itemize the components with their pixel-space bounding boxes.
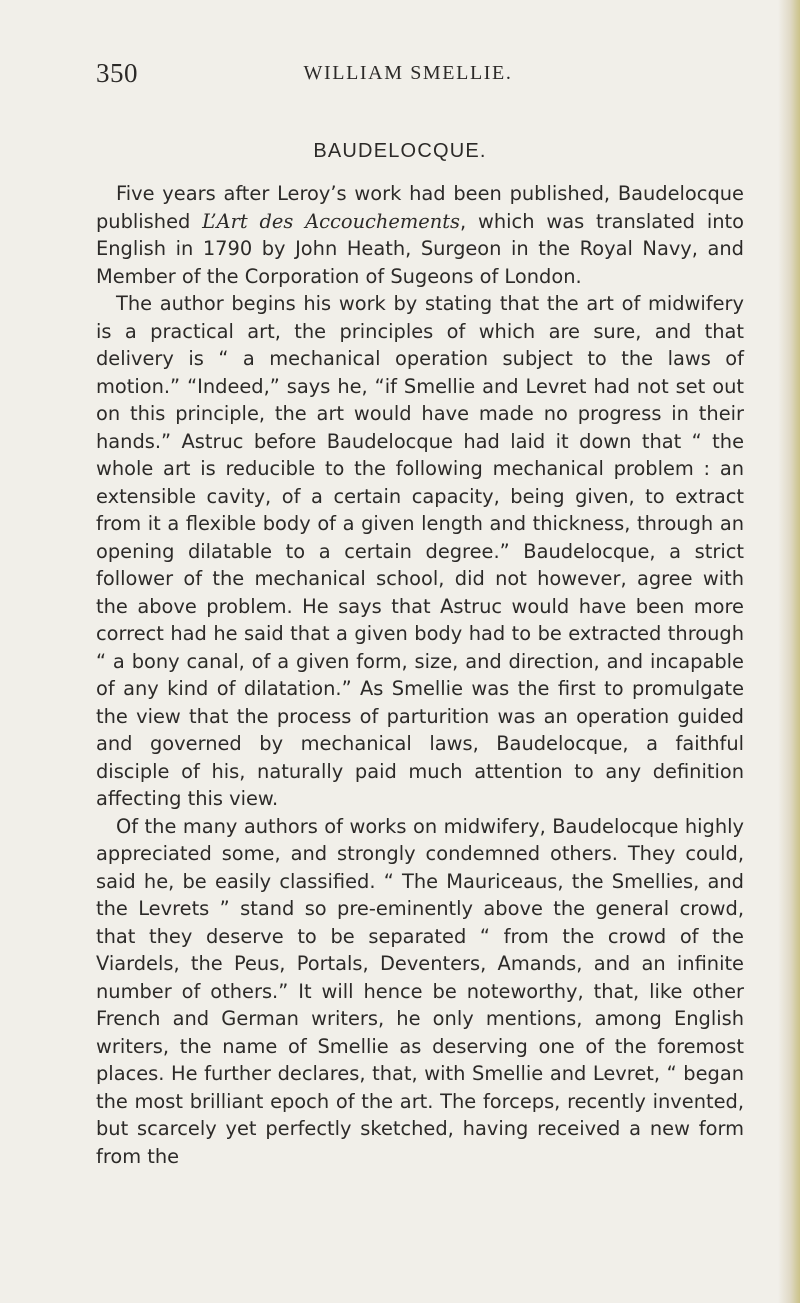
- page-edge-shadow: [778, 0, 800, 1303]
- paragraph-1-text-end: , which was translated into English in 1790 by John Heath, Surgeon in the Royal Navy, and Member of the Corporation of Sugeons of London.: [96, 209, 744, 288]
- page-header: [96, 58, 756, 92]
- book-title-italic: L’Art des Accouchements: [202, 209, 460, 233]
- section-title: BAUDELOCQUE.: [313, 140, 487, 162]
- paragraph-2: The author begins his work by stating that the art of midwifery is a practical art, the principles of which are sure, and that delivery is “ a mechanical operation subject to the laws of motion.” “Indeed,” says he, “if Smellie and Levret had not set out on this principle, the art would have made no progress in their hands.” Astruc before Baudelocque had laid it down that “ the whole art is reducible to the following mechanical problem : an extensible cavity, of a certain capacity, being given, to extract from it a flexible body of a given length and thickness, through an opening dilatable to a certain degree.” Baudelocque, a strict follower of the mechanical school, did not however, agree with the above problem. He says that Astruc would have been more correct had he said that a given body had to be extracted through “ a bony canal, of a given form, size, and direction, and incapable of any kind of dilatation.” As Smellie was the first to promulgate the view that the process of parturition was an operation guided and governed by mechanical laws, Baudelocque, a faithful disciple of his, naturally paid much attention to any definition affecting this view.: [96, 292, 744, 810]
- paragraph-1-text-start: Five years after Leroy’s work had been published, Baudelocque published: [96, 182, 744, 233]
- page-number: 350: [96, 58, 138, 88]
- running-head: WILLIAM SMELLIE.: [303, 62, 513, 84]
- paragraph-1: [96, 180, 744, 290]
- body-text: [96, 180, 744, 1170]
- paragraph-3: Of the many authors of works on midwifery, Baudelocque highly appreciated some, and strongly condemned others. They could, said he, be easily classified. “ The Mauriceaus, the Smellies, and the Levrets ” stand so pre-eminently above the general crowd, that they deserve to be separated “ from the crowd of the Viardels, the Peus, Portals, Deventers, Amands, and an infinite number of others.” It will hence be noteworthy, that, like other French and German writers, he only mentions, among English writers, the name of Smellie as deserving one of the foremost places. He further declares, that, with Smellie and Levret, “ began the most brilliant epoch of the art. The forceps, recently invented, but scarcely yet perfectly sketched, having received a new form from the: [96, 814, 744, 1168]
